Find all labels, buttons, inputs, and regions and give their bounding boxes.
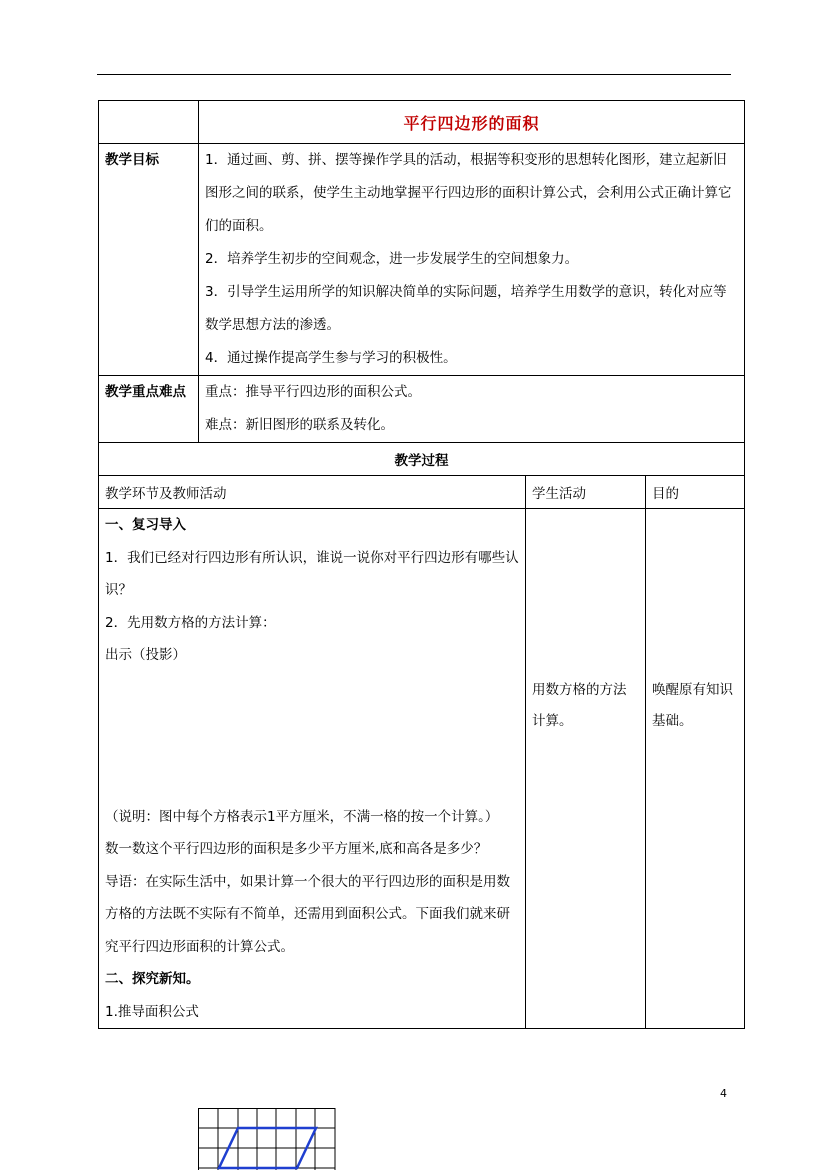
- teacher-paragraph: 1．我们已经对行四边形有所认识，谁说一说你对平行四边形有哪些认识？: [105, 549, 519, 598]
- square-grid: [199, 1108, 336, 1170]
- header-rule: [97, 74, 731, 75]
- projection-figure-space: [105, 672, 519, 801]
- key-point-item: 重点：推导平行四边形的面积公式。: [205, 384, 421, 400]
- column-header-teacher: 教学环节及教师活动: [99, 476, 526, 509]
- student-activity-cell: 用数方格的方法计算。: [526, 509, 646, 1029]
- teacher-paragraph: 1.推导面积公式: [105, 1003, 199, 1020]
- process-heading-row: [99, 443, 745, 476]
- section-heading: 一、复习导入: [105, 517, 186, 533]
- goals-label: 教学目标: [99, 144, 199, 376]
- process-content-row: [99, 509, 745, 1029]
- page-number: 4: [720, 1087, 727, 1100]
- key-points-row: [99, 376, 745, 443]
- parallelogram-grid-figure: [198, 1108, 338, 1170]
- teacher-activity-cell: [99, 509, 526, 1029]
- goals-content: [199, 144, 745, 376]
- teacher-paragraph: 2．先用数方格的方法计算：: [105, 614, 276, 631]
- column-header-student: 学生活动: [526, 476, 646, 509]
- process-heading: 教学过程: [99, 443, 745, 476]
- title-blank-cell: [99, 101, 199, 144]
- section-heading: 二、探究新知。: [105, 971, 200, 987]
- process-column-headers: [99, 476, 745, 509]
- goals-row: [99, 144, 745, 376]
- teacher-paragraph: 出示（投影）: [105, 647, 186, 663]
- goal-item: 2．培养学生初步的空间观念，进一步发展学生的空间想象力。: [205, 251, 579, 267]
- purpose-cell: 唤醒原有知识基础。: [646, 509, 745, 1029]
- column-header-purpose: 目的: [646, 476, 745, 509]
- goal-item: 4．通过操作提高学生参与学习的积极性。: [205, 350, 457, 366]
- goal-item: 3．引导学生运用所学的知识解决简单的实际问题，培养学生用数学的意识，转化对应等数学思想方法的渗透。: [205, 284, 727, 333]
- teacher-paragraph: （说明：图中每个方格表示1平方厘米，不满一格的按一个计算。）: [105, 808, 499, 825]
- key-point-item: 难点：新旧图形的联系及转化。: [205, 417, 394, 433]
- key-points-label: 教学重点难点: [99, 376, 199, 443]
- key-points-content: [199, 376, 745, 443]
- title-row: [99, 101, 745, 144]
- goal-item: 1．通过画、剪、拼、摆等操作学具的活动，根据等积变形的思想转化图形，建立起新旧图形之间的联系，使学生主动地掌握平行四边形的面积计算公式，会利用公式正确计算它们的面积。: [205, 152, 732, 234]
- teacher-paragraph: 数一数这个平行四边形的面积是多少平方厘米,底和高各是多少？: [105, 841, 488, 857]
- teacher-paragraph: 导语：在实际生活中，如果计算一个很大的平行四边形的面积是用数方格的方法既不实际有不简单，还需用到面积公式。下面我们就来研究平行四边形面积的计算公式。: [105, 873, 510, 955]
- page-title: 平行四边形的面积: [199, 101, 745, 144]
- lesson-plan-table: [98, 100, 745, 1029]
